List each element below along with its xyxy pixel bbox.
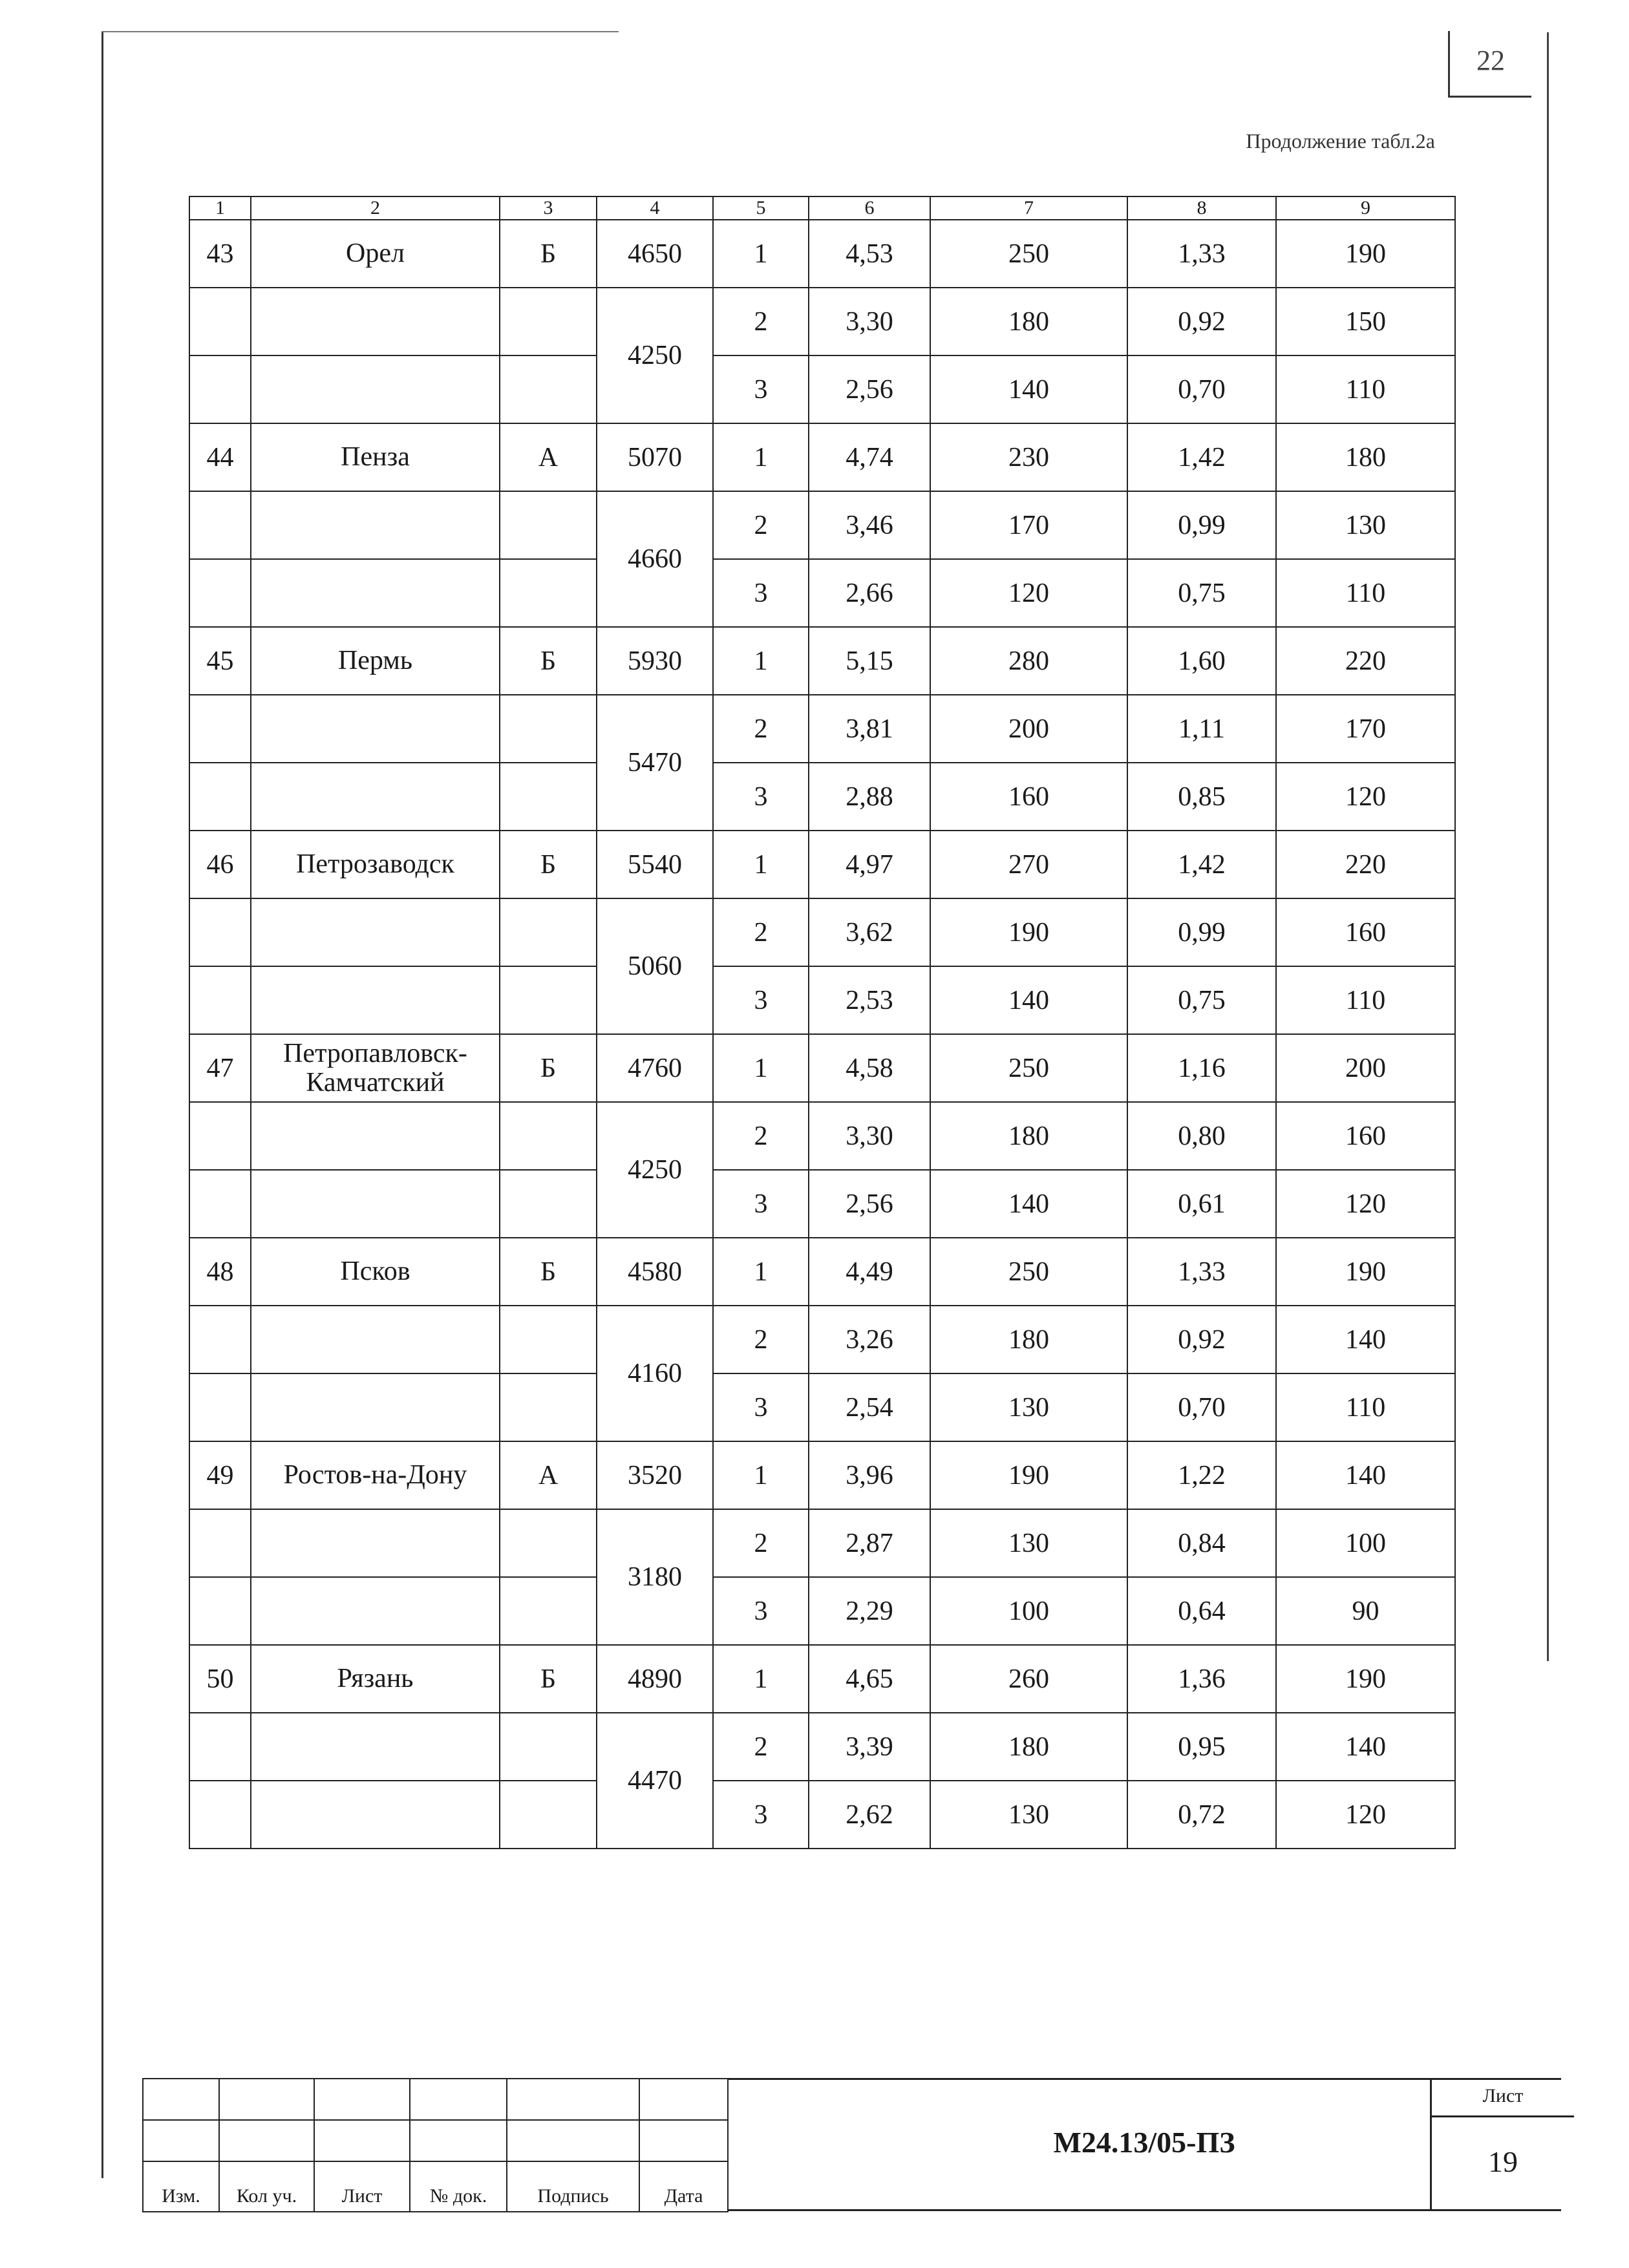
cell-col5: 1 [713, 1034, 809, 1102]
stamp-label-doc-no: № док. [410, 2161, 507, 2212]
cell-col9: 220 [1276, 627, 1455, 695]
cell-empty [500, 491, 597, 559]
cell-col6: 3,46 [809, 491, 930, 559]
cell-col7: 280 [930, 627, 1127, 695]
cell-col7: 180 [930, 1306, 1127, 1373]
cell-col5: 3 [713, 1170, 809, 1238]
cell-col9: 150 [1276, 288, 1455, 355]
table-row [189, 966, 1455, 1034]
cell-col6: 3,30 [809, 288, 930, 355]
cell-col6: 2,53 [809, 966, 930, 1034]
cell-col5: 3 [713, 966, 809, 1034]
cell-city: Орел [251, 220, 500, 288]
header-cell: 2 [251, 196, 500, 220]
cell-col6: 4,65 [809, 1645, 930, 1713]
cell-col9: 110 [1276, 966, 1455, 1034]
cell-col9: 110 [1276, 355, 1455, 423]
stamp-label-row [143, 2161, 728, 2212]
cell-col8: 0,61 [1127, 1170, 1276, 1238]
cell-col4: 4580 [597, 1238, 713, 1306]
cell-col4: 4650 [597, 220, 713, 288]
cell-col4: 4160 [597, 1306, 713, 1441]
cell-col6: 5,15 [809, 627, 930, 695]
cell-col6: 2,54 [809, 1373, 930, 1441]
cell-col8: 0,72 [1127, 1781, 1276, 1849]
cell-empty [189, 288, 251, 355]
cell-number: 44 [189, 423, 251, 491]
cell-col9: 120 [1276, 1170, 1455, 1238]
table-row [189, 1645, 1455, 1713]
cell-col5: 1 [713, 220, 809, 288]
cell-zone: Б [500, 1034, 597, 1102]
cell-col5: 3 [713, 1373, 809, 1441]
cell-col8: 1,42 [1127, 423, 1276, 491]
cell-col7: 180 [930, 1102, 1127, 1170]
cell-empty [500, 966, 597, 1034]
cell-city: Пенза [251, 423, 500, 491]
cell-col7: 140 [930, 966, 1127, 1034]
cell-col7: 160 [930, 763, 1127, 831]
cell-col9: 190 [1276, 1238, 1455, 1306]
cell-col6: 3,39 [809, 1713, 930, 1781]
cell-number: 47 [189, 1034, 251, 1102]
cell-empty [500, 763, 597, 831]
cell-empty [251, 1577, 500, 1645]
table-row [189, 220, 1455, 288]
cell-col5: 2 [713, 288, 809, 355]
cell-col5: 1 [713, 1238, 809, 1306]
cell-col7: 180 [930, 1713, 1127, 1781]
table-row [189, 763, 1455, 831]
sheet-number: 19 [1488, 2145, 1518, 2178]
table-row [189, 1306, 1455, 1373]
cell-col9: 140 [1276, 1713, 1455, 1781]
header-cell: 6 [809, 196, 930, 220]
cell-col9: 120 [1276, 763, 1455, 831]
cell-col4: 3520 [597, 1441, 713, 1509]
cell-number: 46 [189, 831, 251, 898]
cell-col6: 4,49 [809, 1238, 930, 1306]
cell-col7: 190 [930, 1441, 1127, 1509]
cell-col9: 180 [1276, 423, 1455, 491]
table-row [189, 831, 1455, 898]
stamp-label-izm: Изм. [143, 2161, 219, 2212]
cell-col6: 3,96 [809, 1441, 930, 1509]
cell-col5: 2 [713, 898, 809, 966]
cell-col7: 140 [930, 1170, 1127, 1238]
cell-col8: 1,33 [1127, 220, 1276, 288]
cell-empty [189, 355, 251, 423]
cell-col7: 190 [930, 898, 1127, 966]
cell-col5: 2 [713, 1102, 809, 1170]
cell-col5: 1 [713, 1441, 809, 1509]
table-row [189, 1373, 1455, 1441]
table-row [189, 1170, 1455, 1238]
cell-col9: 90 [1276, 1577, 1455, 1645]
table-row [189, 1441, 1455, 1509]
cell-col4: 4890 [597, 1645, 713, 1713]
cell-col5: 3 [713, 355, 809, 423]
stamp-label-kol-uch: Кол уч. [219, 2161, 314, 2212]
cell-col5: 2 [713, 491, 809, 559]
cell-col5: 2 [713, 1509, 809, 1577]
cell-col9: 120 [1276, 1781, 1455, 1849]
cell-col4: 4250 [597, 1102, 713, 1238]
table-row [189, 1509, 1455, 1577]
cell-col5: 1 [713, 423, 809, 491]
cell-number: 48 [189, 1238, 251, 1306]
cell-col6: 3,26 [809, 1306, 930, 1373]
title-block [142, 2078, 1548, 2207]
frame-right-line [1547, 32, 1549, 1661]
cell-col9: 160 [1276, 1102, 1455, 1170]
table-row [189, 1238, 1455, 1306]
cell-col8: 0,80 [1127, 1102, 1276, 1170]
cell-empty [500, 1577, 597, 1645]
cell-empty [189, 1713, 251, 1781]
cell-empty [189, 559, 251, 627]
cell-col4: 3180 [597, 1509, 713, 1645]
cell-empty [251, 559, 500, 627]
cell-col6: 2,66 [809, 559, 930, 627]
table-row [189, 1781, 1455, 1849]
cell-col7: 130 [930, 1509, 1127, 1577]
cell-col8: 0,70 [1127, 355, 1276, 423]
sheet-divider [1432, 2115, 1574, 2117]
cell-empty [189, 966, 251, 1034]
cell-empty [500, 1373, 597, 1441]
cell-empty [251, 491, 500, 559]
sheet-cell [1430, 2080, 1574, 2209]
cell-col7: 260 [930, 1645, 1127, 1713]
cell-col9: 190 [1276, 1645, 1455, 1713]
cell-col4: 5930 [597, 627, 713, 695]
cell-col5: 3 [713, 763, 809, 831]
cell-empty [500, 288, 597, 355]
cell-empty [500, 559, 597, 627]
cell-city: Псков [251, 1238, 500, 1306]
cell-zone: Б [500, 1238, 597, 1306]
cell-col9: 190 [1276, 220, 1455, 288]
header-cell: 3 [500, 196, 597, 220]
cell-col4: 5060 [597, 898, 713, 1034]
stamp-table [142, 2078, 729, 2212]
table-row [189, 1577, 1455, 1645]
cell-col4: 4760 [597, 1034, 713, 1102]
cell-col6: 2,62 [809, 1781, 930, 1849]
cell-col7: 130 [930, 1373, 1127, 1441]
cell-empty [251, 355, 500, 423]
table-row [189, 423, 1455, 491]
cell-empty [189, 1170, 251, 1238]
cell-empty [189, 491, 251, 559]
cell-col8: 0,64 [1127, 1577, 1276, 1645]
cell-col9: 110 [1276, 1373, 1455, 1441]
cell-col5: 1 [713, 1645, 809, 1713]
cell-empty [251, 1170, 500, 1238]
cell-empty [189, 898, 251, 966]
cell-zone: А [500, 1441, 597, 1509]
cell-col8: 1,42 [1127, 831, 1276, 898]
cell-col9: 130 [1276, 491, 1455, 559]
cell-col8: 1,11 [1127, 695, 1276, 763]
cell-col5: 2 [713, 1306, 809, 1373]
cell-zone: Б [500, 220, 597, 288]
cell-col7: 270 [930, 831, 1127, 898]
cell-city: Петропавловск- Камчатский [251, 1034, 500, 1102]
cell-col8: 0,85 [1127, 763, 1276, 831]
cell-col4: 5070 [597, 423, 713, 491]
stamp-row [143, 2120, 728, 2161]
cell-empty [189, 1373, 251, 1441]
cell-col4: 4660 [597, 491, 713, 627]
document-code: М24.13/05-ПЗ [1053, 2126, 1235, 2159]
cell-col8: 0,70 [1127, 1373, 1276, 1441]
table-row [189, 1102, 1455, 1170]
cell-empty [500, 1306, 597, 1373]
header-cell: 1 [189, 196, 251, 220]
table-row [189, 898, 1455, 966]
cell-col9: 110 [1276, 559, 1455, 627]
cell-col8: 1,60 [1127, 627, 1276, 695]
cell-col8: 0,92 [1127, 1306, 1276, 1373]
cell-col5: 3 [713, 559, 809, 627]
cell-col9: 160 [1276, 898, 1455, 966]
cell-empty [500, 1713, 597, 1781]
cell-empty [500, 355, 597, 423]
cell-col9: 200 [1276, 1034, 1455, 1102]
cell-col6: 4,97 [809, 831, 930, 898]
cell-col6: 4,53 [809, 220, 930, 288]
cell-col9: 100 [1276, 1509, 1455, 1577]
cell-col7: 100 [930, 1577, 1127, 1645]
cell-number: 45 [189, 627, 251, 695]
cell-col8: 0,75 [1127, 559, 1276, 627]
cell-col5: 1 [713, 627, 809, 695]
cell-col7: 250 [930, 1034, 1127, 1102]
cell-col8: 0,99 [1127, 898, 1276, 966]
cell-zone: Б [500, 1645, 597, 1713]
header-cell: 9 [1276, 196, 1455, 220]
cell-col5: 1 [713, 831, 809, 898]
table-row [189, 1034, 1455, 1102]
cell-col8: 1,36 [1127, 1645, 1276, 1713]
table-row [189, 288, 1455, 355]
table-row [189, 559, 1455, 627]
cell-empty [500, 1781, 597, 1849]
cell-col4: 5540 [597, 831, 713, 898]
cell-col6: 2,56 [809, 1170, 930, 1238]
cell-empty [500, 695, 597, 763]
cell-col5: 2 [713, 695, 809, 763]
cell-col4: 4250 [597, 288, 713, 423]
header-cell: 7 [930, 196, 1127, 220]
cell-empty [251, 1373, 500, 1441]
cell-col8: 0,92 [1127, 288, 1276, 355]
cell-col7: 230 [930, 423, 1127, 491]
table-row [189, 355, 1455, 423]
cell-col9: 140 [1276, 1306, 1455, 1373]
cell-col8: 1,22 [1127, 1441, 1276, 1509]
cell-empty [251, 898, 500, 966]
cell-city: Ростов-на-Дону [251, 1441, 500, 1509]
cell-number: 49 [189, 1441, 251, 1509]
cell-col6: 3,81 [809, 695, 930, 763]
header-cell: 5 [713, 196, 809, 220]
stamp-label-list: Лист [314, 2161, 410, 2212]
cell-number: 43 [189, 220, 251, 288]
cell-col9: 140 [1276, 1441, 1455, 1509]
cell-empty [251, 1781, 500, 1849]
cell-col6: 3,30 [809, 1102, 930, 1170]
cell-col7: 180 [930, 288, 1127, 355]
top-sheet-number: 22 [1476, 45, 1505, 76]
cell-col7: 130 [930, 1781, 1127, 1849]
stamp-label-signature: Подпись [507, 2161, 639, 2212]
cell-zone: Б [500, 627, 597, 695]
cell-col8: 0,99 [1127, 491, 1276, 559]
cell-col6: 2,56 [809, 355, 930, 423]
cell-city: Рязань [251, 1645, 500, 1713]
cell-col4: 4470 [597, 1713, 713, 1849]
stamp-label-date: Дата [639, 2161, 728, 2212]
cell-col4: 5470 [597, 695, 713, 831]
cell-col8: 1,16 [1127, 1034, 1276, 1102]
header-cell: 8 [1127, 196, 1276, 220]
cell-zone: А [500, 423, 597, 491]
cell-col5: 2 [713, 1713, 809, 1781]
cell-col6: 2,87 [809, 1509, 930, 1577]
table-row [189, 627, 1455, 695]
cell-empty [500, 1170, 597, 1238]
table-header-row [189, 196, 1455, 220]
cell-empty [251, 1306, 500, 1373]
cell-col7: 140 [930, 355, 1127, 423]
document-code-cell [727, 2078, 1561, 2211]
data-table [189, 196, 1456, 1849]
cell-empty [189, 763, 251, 831]
cell-empty [189, 1509, 251, 1577]
cell-col6: 3,62 [809, 898, 930, 966]
table-row [189, 1713, 1455, 1781]
cell-empty [251, 1713, 500, 1781]
cell-city: Петрозаводск [251, 831, 500, 898]
cell-col6: 4,58 [809, 1034, 930, 1102]
cell-col7: 120 [930, 559, 1127, 627]
cell-col6: 2,88 [809, 763, 930, 831]
cell-empty [500, 1102, 597, 1170]
cell-col8: 1,33 [1127, 1238, 1276, 1306]
cell-col5: 3 [713, 1781, 809, 1849]
sheet-label: Лист [1482, 2085, 1524, 2106]
cell-empty [251, 966, 500, 1034]
cell-empty [251, 1509, 500, 1577]
frame-top-line [101, 31, 619, 32]
cell-col5: 3 [713, 1577, 809, 1645]
cell-empty [500, 1509, 597, 1577]
cell-col6: 4,74 [809, 423, 930, 491]
frame-left-line [101, 32, 103, 2178]
cell-empty [251, 695, 500, 763]
table-continuation-caption: Продолжение табл.2а [1246, 129, 1435, 153]
table-row [189, 491, 1455, 559]
cell-col9: 170 [1276, 695, 1455, 763]
cell-empty [189, 1306, 251, 1373]
table-row [189, 695, 1455, 763]
cell-col7: 250 [930, 1238, 1127, 1306]
top-sheet-number-box [1448, 31, 1531, 98]
cell-empty [189, 1577, 251, 1645]
cell-empty [189, 1102, 251, 1170]
cell-number: 50 [189, 1645, 251, 1713]
cell-col8: 0,75 [1127, 966, 1276, 1034]
cell-empty [189, 695, 251, 763]
stamp-row [143, 2079, 728, 2120]
cell-col9: 220 [1276, 831, 1455, 898]
cell-col7: 250 [930, 220, 1127, 288]
cell-empty [189, 1781, 251, 1849]
cell-col7: 170 [930, 491, 1127, 559]
data-table-body [189, 196, 1455, 1849]
cell-empty [251, 1102, 500, 1170]
cell-col6: 2,29 [809, 1577, 930, 1645]
header-cell: 4 [597, 196, 713, 220]
cell-city: Пермь [251, 627, 500, 695]
cell-col8: 0,95 [1127, 1713, 1276, 1781]
cell-empty [251, 763, 500, 831]
cell-zone: Б [500, 831, 597, 898]
cell-col7: 200 [930, 695, 1127, 763]
cell-col8: 0,84 [1127, 1509, 1276, 1577]
cell-empty [500, 898, 597, 966]
cell-empty [251, 288, 500, 355]
